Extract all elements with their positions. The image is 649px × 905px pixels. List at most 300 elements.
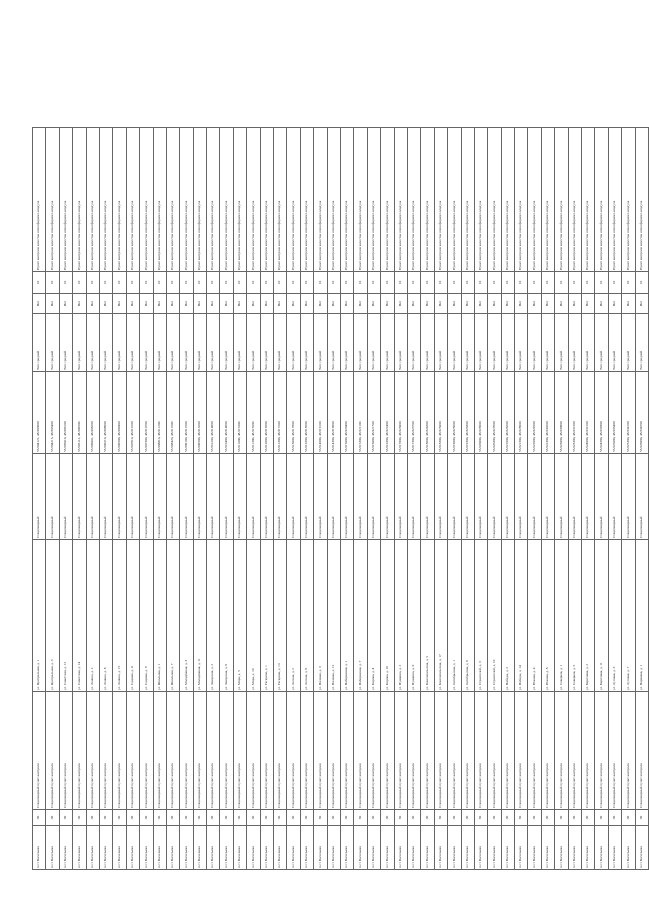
table-cell: Тип: средний	[515, 314, 528, 372]
table-cell: п.г.т Васильево	[555, 826, 568, 870]
table-cell: Нет	[340, 294, 353, 314]
table-cell: Нет	[33, 294, 46, 314]
table-cell: ул. Комсомольская, д. 5	[421, 540, 434, 692]
table-cell: Нет	[608, 294, 621, 314]
table-cell: п.г.т Васильево	[99, 826, 112, 870]
table-cell: ул. Луговая, д. 3	[608, 540, 621, 692]
table-row	[394, 128, 407, 870]
table-cell: ул. Южная, д. 4	[528, 540, 541, 692]
table-cell: 10	[582, 272, 595, 294]
table-cell: Нет	[86, 294, 99, 314]
table-cell: Стационарный	[448, 454, 461, 540]
table-row	[126, 128, 139, 870]
table-cell: 10	[300, 272, 313, 294]
table-cell: Стационарный	[86, 454, 99, 540]
table-cell: Пункт контроля качества атмосферного воздуха	[555, 128, 568, 272]
table-cell: ул. Центральная, д. 1	[33, 540, 46, 692]
table-cell: 30	[407, 810, 420, 826]
table-cell: Тип: средний	[327, 314, 340, 372]
table-cell: Пункт контроля качества атмосферного воздуха	[488, 128, 501, 272]
table-cell: 30	[434, 810, 447, 826]
table-cell: Стационарный пункт контроля	[474, 692, 487, 810]
table-cell: Стационарный пункт контроля	[153, 692, 166, 810]
table-cell: Пункт контроля качества атмосферного воздуха	[434, 128, 447, 272]
table-cell: 30	[300, 810, 313, 826]
table-cell: п.г.т Васильево	[515, 826, 528, 870]
table-cell: п.г.т Васильево	[140, 826, 153, 870]
table-cell: Пункт контроля качества атмосферного воздуха	[595, 128, 608, 272]
table-cell: Стационарный пункт контроля	[220, 692, 233, 810]
table-cell: Стационарный	[247, 454, 260, 540]
table-cell: Пункт контроля качества атмосферного воздуха	[407, 128, 420, 272]
table-cell: Пункт контроля качества атмосферного воздуха	[180, 128, 193, 272]
table-cell: Стационарный	[153, 454, 166, 540]
table-cell: 55.925300, 48.834100	[622, 372, 635, 454]
table-cell: 30	[608, 810, 621, 826]
table-cell: Пункт контроля качества атмосферного воздуха	[86, 128, 99, 272]
table-cell: Нет	[220, 294, 233, 314]
table-cell: Стационарный пункт контроля	[488, 692, 501, 810]
table-cell: Тип: средний	[407, 314, 420, 372]
table-cell: ул. Гагарина, д. 1	[260, 540, 273, 692]
table-cell: 30	[207, 810, 220, 826]
table-cell: Стационарный	[314, 454, 327, 540]
table-cell: 30	[59, 810, 72, 826]
table-cell: Стационарный	[59, 454, 72, 540]
table-cell: Стационарный	[582, 454, 595, 540]
table-cell: 55.919300, 48.826300	[461, 372, 474, 454]
table-row	[140, 128, 153, 870]
table-cell: 30	[73, 810, 86, 826]
table-cell: Пункт контроля качества атмосферного воздуха	[314, 128, 327, 272]
table-cell: Стационарный	[300, 454, 313, 540]
table-cell: Тип: средний	[300, 314, 313, 372]
table-cell: п.г.т Васильево	[86, 826, 99, 870]
table-cell: ул. Молодёжная, д. 11	[193, 540, 206, 692]
table-cell: Пункт контроля качества атмосферного воздуха	[274, 128, 287, 272]
table-cell: Стационарный	[140, 454, 153, 540]
table-cell: п.г.т Васильево	[582, 826, 595, 870]
table-cell: Стационарный	[515, 454, 528, 540]
table-cell: Тип: средний	[582, 314, 595, 372]
table-row	[166, 128, 179, 870]
table-cell: Тип: средний	[635, 314, 648, 372]
table-cell: 55.918000, 48.824300	[421, 372, 434, 454]
table-cell: Тип: средний	[274, 314, 287, 372]
table-cell: Стационарный пункт контроля	[260, 692, 273, 810]
table-cell: Стационарный	[555, 454, 568, 540]
table-cell: п.г.т Васильево	[381, 826, 394, 870]
table-cell: Стационарный пункт контроля	[394, 692, 407, 810]
table-cell: 10	[153, 272, 166, 294]
table-cell: Нет	[153, 294, 166, 314]
table-cell: Тип: средний	[247, 314, 260, 372]
table-cell: 55.917300, 48.823700	[407, 372, 420, 454]
table-cell: Стационарный	[595, 454, 608, 540]
table-cell: 10	[193, 272, 206, 294]
table-cell: 30	[582, 810, 595, 826]
table-cell: Стационарный пункт контроля	[207, 692, 220, 810]
table-cell: Стационарный пункт контроля	[421, 692, 434, 810]
table-cell: п.г.т Васильево	[541, 826, 554, 870]
table-cell: Пункт контроля качества атмосферного воздуха	[247, 128, 260, 272]
table-row	[287, 128, 300, 870]
table-cell: 55.904215, 48.803400	[46, 372, 59, 454]
table-cell: ул. Центральная, д. 3	[46, 540, 59, 692]
table-cell: Тип: средний	[394, 314, 407, 372]
table-cell: Пункт контроля качества атмосферного воздуха	[59, 128, 72, 272]
table-cell: Тип: средний	[354, 314, 367, 372]
table-cell: Стационарный	[354, 454, 367, 540]
table-cell: 30	[327, 810, 340, 826]
table-row	[86, 128, 99, 870]
table-row	[327, 128, 340, 870]
table-cell: Нет	[367, 294, 380, 314]
table-row	[448, 128, 461, 870]
table-row	[153, 128, 166, 870]
table-cell: п.г.т Васильево	[46, 826, 59, 870]
table-cell: Стационарный	[180, 454, 193, 540]
table-cell: Стационарный	[635, 454, 648, 540]
table-cell: Нет	[461, 294, 474, 314]
table-cell: Нет	[274, 294, 287, 314]
table-cell: 55.922300, 48.830200	[541, 372, 554, 454]
table-cell: 30	[99, 810, 112, 826]
table-cell: Пункт контроля качества атмосферного воздуха	[622, 128, 635, 272]
table-cell: 10	[33, 272, 46, 294]
table-cell: 10	[340, 272, 353, 294]
table-cell: 55.926000, 48.834700	[635, 372, 648, 454]
table-cell: 10	[207, 272, 220, 294]
table-cell: Нет	[582, 294, 595, 314]
table-row	[421, 128, 434, 870]
table-cell: ул. Гагарина, д. 13	[274, 540, 287, 692]
table-cell: Стационарный пункт контроля	[635, 692, 648, 810]
table-cell: 55.912300, 48.817200	[274, 372, 287, 454]
table-cell: Пункт контроля качества атмосферного воздуха	[73, 128, 86, 272]
table-cell: Тип: средний	[501, 314, 514, 372]
table-cell: 30	[260, 810, 273, 826]
table-cell: 30	[394, 810, 407, 826]
table-cell: ул. Ленина, д. 15	[113, 540, 126, 692]
table-cell: 10	[421, 272, 434, 294]
table-cell: п.г.т Васильево	[568, 826, 581, 870]
table-cell: ул. Советская, д. 12	[59, 540, 72, 692]
table-cell: Стационарный	[381, 454, 394, 540]
table-cell: п.г.т Васильево	[260, 826, 273, 870]
table-cell: 55.909500, 48.813200	[193, 372, 206, 454]
table-cell: ул. Победы, д. 2	[501, 540, 514, 692]
table-cell: Пункт контроля качества атмосферного воздуха	[153, 128, 166, 272]
table-cell: 10	[166, 272, 179, 294]
table-cell: Стационарный	[327, 454, 340, 540]
table-cell: 55.912000, 48.816500	[260, 372, 273, 454]
table-cell: Нет	[635, 294, 648, 314]
table-cell: ул. Северная, д. 5	[568, 540, 581, 692]
table-cell: 55.917000, 48.823000	[394, 372, 407, 454]
document-sheet	[32, 128, 643, 870]
table-cell: Стационарный пункт контроля	[582, 692, 595, 810]
table-cell: п.г.т Васильево	[501, 826, 514, 870]
table-row	[622, 128, 635, 870]
table-cell: 10	[73, 272, 86, 294]
table-cell: Стационарный	[113, 454, 126, 540]
table-cell: Тип: средний	[33, 314, 46, 372]
table-cell: Нет	[474, 294, 487, 314]
table-cell: Пункт контроля качества атмосферного воздуха	[300, 128, 313, 272]
table-cell: Нет	[434, 294, 447, 314]
table-cell: Тип: средний	[233, 314, 246, 372]
table-cell: ул. Набережная, д. 1	[340, 540, 353, 692]
table-cell: Нет	[528, 294, 541, 314]
table-cell: Тип: средний	[59, 314, 72, 372]
table-cell: 10	[367, 272, 380, 294]
table-cell: Пункт контроля качества атмосферного воздуха	[394, 128, 407, 272]
table-row	[73, 128, 86, 870]
table-cell: 30	[153, 810, 166, 826]
table-cell: Стационарный пункт контроля	[33, 692, 46, 810]
table-cell: Пункт контроля качества атмосферного воздуха	[340, 128, 353, 272]
table-cell: ул. Полевая, д. 3	[314, 540, 327, 692]
table-cell: 55.906210, 48.808900	[99, 372, 112, 454]
table-cell: ул. Луговая, д. 7	[622, 540, 635, 692]
table-cell: Стационарный	[367, 454, 380, 540]
table-cell: ул. Пушкина, д. 2	[394, 540, 407, 692]
table-row	[515, 128, 528, 870]
table-cell: п.г.т Васильево	[153, 826, 166, 870]
table-row	[33, 128, 46, 870]
table-cell: п.г.т Васильево	[448, 826, 461, 870]
table-cell: Пункт контроля качества атмосферного воздуха	[354, 128, 367, 272]
table-cell: 10	[434, 272, 447, 294]
table-cell: Стационарный пункт контроля	[193, 692, 206, 810]
table-cell: 10	[247, 272, 260, 294]
table-cell: Пункт контроля качества атмосферного воздуха	[381, 128, 394, 272]
table-cell: Стационарный	[99, 454, 112, 540]
table-cell: 10	[394, 272, 407, 294]
table-cell: Тип: средний	[113, 314, 126, 372]
table-row	[608, 128, 621, 870]
table-cell: Стационарный пункт контроля	[99, 692, 112, 810]
table-cell: Стационарный пункт контроля	[515, 692, 528, 810]
table-cell: Нет	[354, 294, 367, 314]
table-cell: Тип: средний	[461, 314, 474, 372]
table-row	[260, 128, 273, 870]
table-cell: п.г.т Васильево	[367, 826, 380, 870]
table-cell: Стационарный пункт контроля	[247, 692, 260, 810]
table-cell: Нет	[327, 294, 340, 314]
table-cell: 55.907010, 48.810100	[126, 372, 139, 454]
table-cell: Нет	[166, 294, 179, 314]
table-cell: Стационарный	[474, 454, 487, 540]
table-cell: Стационарный пункт контроля	[528, 692, 541, 810]
table-cell: Стационарный пункт контроля	[622, 692, 635, 810]
table-cell: Пункт контроля качества атмосферного воздуха	[140, 128, 153, 272]
table-cell: 10	[488, 272, 501, 294]
table-cell: 55.914000, 48.819100	[314, 372, 327, 454]
table-cell: п.г.т Васильево	[595, 826, 608, 870]
table-cell: Пункт контроля качества атмосферного воздуха	[260, 128, 273, 272]
table-cell: Стационарный пункт контроля	[274, 692, 287, 810]
table-cell: п.г.т Васильево	[73, 826, 86, 870]
table-cell: 55.920000, 48.826900	[474, 372, 487, 454]
table-cell: Нет	[287, 294, 300, 314]
table-cell: Стационарный пункт контроля	[595, 692, 608, 810]
table-cell: ул. Лесная, д. 2	[287, 540, 300, 692]
table-cell: ул. Садовая, д. 9	[140, 540, 153, 692]
table-cell: Стационарный	[233, 454, 246, 540]
table-cell: Пункт контроля качества атмосферного воздуха	[515, 128, 528, 272]
table-cell: п.г.т Васильево	[394, 826, 407, 870]
table-cell: 10	[381, 272, 394, 294]
table-cell: Стационарный пункт контроля	[434, 692, 447, 810]
table-cell: Тип: средний	[207, 314, 220, 372]
table-cell: 30	[555, 810, 568, 826]
table-cell: п.г.т Васильево	[488, 826, 501, 870]
table-cell: п.г.т Васильево	[247, 826, 260, 870]
table-cell: Пункт контроля качества атмосферного воздуха	[126, 128, 139, 272]
table-cell: ул. Набережная, д. 7	[354, 540, 367, 692]
table-cell: Пункт контроля качества атмосферного воздуха	[474, 128, 487, 272]
table-cell: Стационарный пункт контроля	[555, 692, 568, 810]
table-cell: 55.909100, 48.812500	[180, 372, 193, 454]
table-cell: Тип: средний	[140, 314, 153, 372]
table-cell: Тип: средний	[340, 314, 353, 372]
table-cell: 55.915000, 48.820400	[340, 372, 353, 454]
table-cell: Нет	[407, 294, 420, 314]
table-cell: Стационарный пункт контроля	[568, 692, 581, 810]
table-cell: Тип: средний	[555, 314, 568, 372]
table-cell: п.г.т Васильево	[461, 826, 474, 870]
table-cell: ул. Береговая, д. 2	[582, 540, 595, 692]
table-cell: Нет	[46, 294, 59, 314]
table-cell: Нет	[233, 294, 246, 314]
table-cell: Стационарный	[193, 454, 206, 540]
table-cell: Стационарный пункт контроля	[461, 692, 474, 810]
table-cell: 55.923000, 48.830800	[555, 372, 568, 454]
table-cell: Стационарный пункт контроля	[73, 692, 86, 810]
table-cell: п.г.т Васильево	[327, 826, 340, 870]
table-cell: ул. Мира, д. 5	[233, 540, 246, 692]
table-cell: Нет	[488, 294, 501, 314]
table-cell: ул. Пушкина, д. 9	[407, 540, 420, 692]
table-cell: Нет	[207, 294, 220, 314]
table-cell: п.г.т Васильево	[340, 826, 353, 870]
table-cell: Пункт контроля качества атмосферного воздуха	[113, 128, 126, 272]
table-cell: Пункт контроля качества атмосферного воздуха	[207, 128, 220, 272]
table-cell: Пункт контроля качества атмосферного воздуха	[635, 128, 648, 272]
table-cell: Стационарный пункт контроля	[354, 692, 367, 810]
table-cell: п.г.т Васильево	[126, 826, 139, 870]
table-cell: 10	[113, 272, 126, 294]
table-cell: Стационарный пункт контроля	[501, 692, 514, 810]
table-row	[193, 128, 206, 870]
table-cell: Нет	[140, 294, 153, 314]
table-cell: Стационарный пункт контроля	[381, 692, 394, 810]
table-cell: Стационарный пункт контроля	[327, 692, 340, 810]
table-cell: Тип: средний	[421, 314, 434, 372]
table-cell: Нет	[300, 294, 313, 314]
table-cell: 30	[220, 810, 233, 826]
table-cell: 10	[99, 272, 112, 294]
table-cell: Пункт контроля качества атмосферного воздуха	[166, 128, 179, 272]
table-cell: 30	[488, 810, 501, 826]
table-cell: п.г.т Васильево	[622, 826, 635, 870]
table-cell: Тип: средний	[568, 314, 581, 372]
table-cell: 55.910100, 48.814000	[207, 372, 220, 454]
table-cell: 10	[220, 272, 233, 294]
table-cell: ул. Ленина, д. 2	[86, 540, 99, 692]
table-cell: Пункт контроля качества атмосферного воздуха	[608, 128, 621, 272]
table-cell: 10	[528, 272, 541, 294]
table-row	[59, 128, 72, 870]
table-cell: Нет	[515, 294, 528, 314]
table-cell: Стационарный	[608, 454, 621, 540]
table-cell: 10	[354, 272, 367, 294]
table-cell: ул. Молодёжная, д. 3	[180, 540, 193, 692]
table-cell: ул. Комсомольская, д. 17	[434, 540, 447, 692]
table-cell: Пункт контроля качества атмосферного воздуха	[541, 128, 554, 272]
table-cell: 55.906001, 48.808200	[86, 372, 99, 454]
table-cell: Тип: средний	[622, 314, 635, 372]
table-cell: 55.925000, 48.833400	[608, 372, 621, 454]
table-cell: 10	[635, 272, 648, 294]
table-cell: Стационарный пункт контроля	[314, 692, 327, 810]
table-cell: ул. Кирова, д. 16	[381, 540, 394, 692]
table-cell: Стационарный	[434, 454, 447, 540]
table-cell: 10	[407, 272, 420, 294]
table-cell: Нет	[73, 294, 86, 314]
table-cell: 55.923300, 48.831500	[568, 372, 581, 454]
table-cell: Тип: средний	[541, 314, 554, 372]
table-cell: Нет	[314, 294, 327, 314]
table-cell: Тип: средний	[528, 314, 541, 372]
table-cell: Тип: средний	[220, 314, 233, 372]
table-cell: Стационарный	[541, 454, 554, 540]
table-cell: ул. Береговая, д. 11	[595, 540, 608, 692]
table-cell: Тип: средний	[99, 314, 112, 372]
table-cell: 55.910400, 48.814600	[220, 372, 233, 454]
table-cell: Стационарный	[33, 454, 46, 540]
table-row	[46, 128, 59, 870]
table-cell: Стационарный	[126, 454, 139, 540]
table-cell: 30	[622, 810, 635, 826]
table-row	[595, 128, 608, 870]
table-cell: Тип: средний	[287, 314, 300, 372]
table-row	[207, 128, 220, 870]
table-row	[461, 128, 474, 870]
table-cell: Пункт контроля качества атмосферного воздуха	[568, 128, 581, 272]
table-cell: ул. Советская, д. 14	[73, 540, 86, 692]
table-cell: Стационарный пункт контроля	[448, 692, 461, 810]
table-cell: ул. Садовая, д. 4	[126, 540, 139, 692]
table-cell: ул. Кирова, д. 4	[367, 540, 380, 692]
table-cell: Стационарный пункт контроля	[407, 692, 420, 810]
table-cell: п.г.т Васильево	[113, 826, 126, 870]
table-cell: ул. Школьная, д. 7	[166, 540, 179, 692]
table-cell: п.г.т Васильево	[180, 826, 193, 870]
table-cell: 10	[622, 272, 635, 294]
table-cell: 10	[541, 272, 554, 294]
table-row	[381, 128, 394, 870]
table-cell: п.г.т Васильево	[528, 826, 541, 870]
table-cell: 10	[274, 272, 287, 294]
table-cell: Стационарный пункт контроля	[541, 692, 554, 810]
table-body	[33, 128, 649, 870]
table-cell: Тип: средний	[434, 314, 447, 372]
table-cell: 30	[113, 810, 126, 826]
table-cell: Нет	[394, 294, 407, 314]
